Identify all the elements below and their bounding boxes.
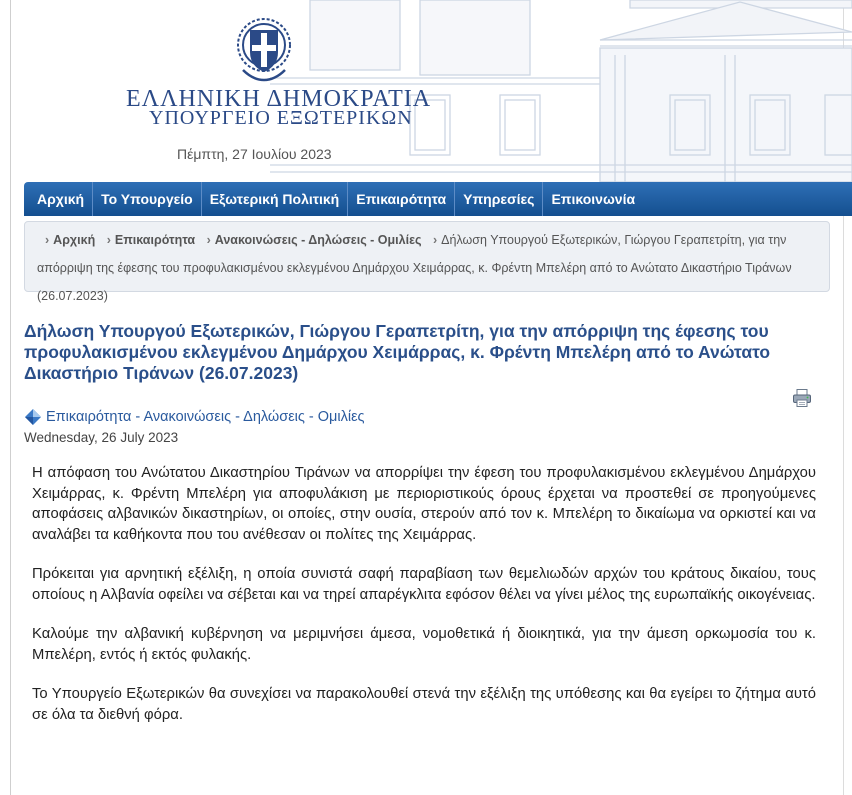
header-date: Πέμπτη, 27 Ιουλίου 2023: [177, 146, 332, 162]
breadcrumb-current: Δήλωση Υπουργού Εξωτερικών, Γιώργου Γεραπετρίτη, για την απόρριψη της έφεσης του προφυλακισμένου εκλεγμένου Δημάρχου Χειμάρρας, κ. Φρέντη Μπελέρη από το Ανώτατο Δικαστήριο Τιράνων (26.07.2023): [37, 233, 792, 303]
article-body: [32, 463, 816, 744]
nav-contact[interactable]: Επικοινωνία: [551, 191, 636, 207]
printer-icon[interactable]: [792, 388, 812, 408]
site-header: [0, 0, 852, 182]
breadcrumb: [24, 221, 830, 303]
breadcrumb-news[interactable]: Επικαιρότητα: [114, 233, 196, 247]
article-paragraph: Το Υπουργείο Εξωτερικών θα συνεχίσει να παρακολουθεί στενά την εξέλιξη της υπόθεσης και θα εγείρει το ζήτημα αυτό σε όλα τα διεθνή φόρα.: [32, 686, 816, 723]
nav-news[interactable]: Επικαιρότητα: [348, 182, 455, 216]
category-link[interactable]: Επικαιρότητα - Ανακοινώσεις - Δηλώσεις - Ομιλίες: [46, 409, 365, 425]
brand-subtitle: ΥΠΟΥΡΓΕΙΟ ΕΞΩΤΕΡΙΚΩΝ: [149, 107, 413, 129]
breadcrumb-separator: ›: [45, 233, 50, 247]
article-category: [24, 408, 365, 426]
publication-date: Wednesday, 26 July 2023: [24, 430, 179, 445]
article-paragraph: Καλούμε την αλβανική κυβέρνηση να μεριμνήσει άμεσα, νομοθετικά ή διοικητικά, για την άμεση ορκωμοσία του κ. Μπελέρη, εντός ή εκτός φυλακής.: [32, 626, 816, 663]
nav-home[interactable]: Αρχική: [24, 182, 93, 216]
breadcrumb-separator: ›: [106, 233, 111, 247]
greek-coat-of-arms-icon: [233, 14, 295, 84]
main-navigation: [24, 182, 852, 216]
nav-ministry[interactable]: Το Υπουργείο: [93, 182, 202, 216]
article-paragraph: Η απόφαση του Ανώτατου Δικαστηρίου Τιράνων να απορρίψει την έφεση του προφυλακισμένου εκλεγμένου Δημάρχου Χειμάρρας, κ. Φρέντη Μπελέρη για αποφυλάκιση με περιοριστικούς όρους έρχεται να προστεθεί σε προηγούμενες αποφάσεις αλβανικών δικαστηρίων, οι οποίες, στην ουσία, στερούν από τον κ. Μπελέρη το δικαίωμα να ορκιστεί και να αναλάβει τα καθήκοντα που του ανέθεσαν οι πολίτες της Χειμάρρας.: [32, 465, 816, 543]
category-diamond-icon: [24, 408, 42, 426]
breadcrumb-announcements[interactable]: Ανακοινώσεις - Δηλώσεις - Ομιλίες: [214, 233, 422, 247]
brand-title: ΕΛΛΗΝΙΚΗ ΔΗΜΟΚΡΑΤΙΑ: [126, 86, 432, 112]
nav-services[interactable]: Υπηρεσίες: [455, 182, 543, 216]
nav-foreign-policy[interactable]: Εξωτερική Πολιτική: [202, 182, 349, 216]
breadcrumb-home[interactable]: Αρχική: [53, 233, 96, 247]
article-paragraph: Πρόκειται για αρνητική εξέλιξη, η οποία συνιστά σαφή παραβίαση των θεμελιωδών αρχών του κράτους δικαίου, τους οποίους η Αλβανία οφείλει να σέβεται και να τηρεί απαρέγκλιτα εφόσον θέλει να γίνει μέλος της ευρωπαϊκής οικογένειας.: [32, 566, 816, 603]
breadcrumb-separator: ›: [433, 233, 438, 247]
breadcrumb-separator: ›: [206, 233, 211, 247]
article-title: Δήλωση Υπουργού Εξωτερικών, Γιώργου Γεραπετρίτη, για την απόρριψη της έφεσης του προφυλακισμένου εκλεγμένου Δημάρχου Χειμάρρας, κ. Φρέντη Μπελέρη από το Ανώτατο Δικαστήριο Τιράνων (26.07.2023): [24, 321, 771, 383]
